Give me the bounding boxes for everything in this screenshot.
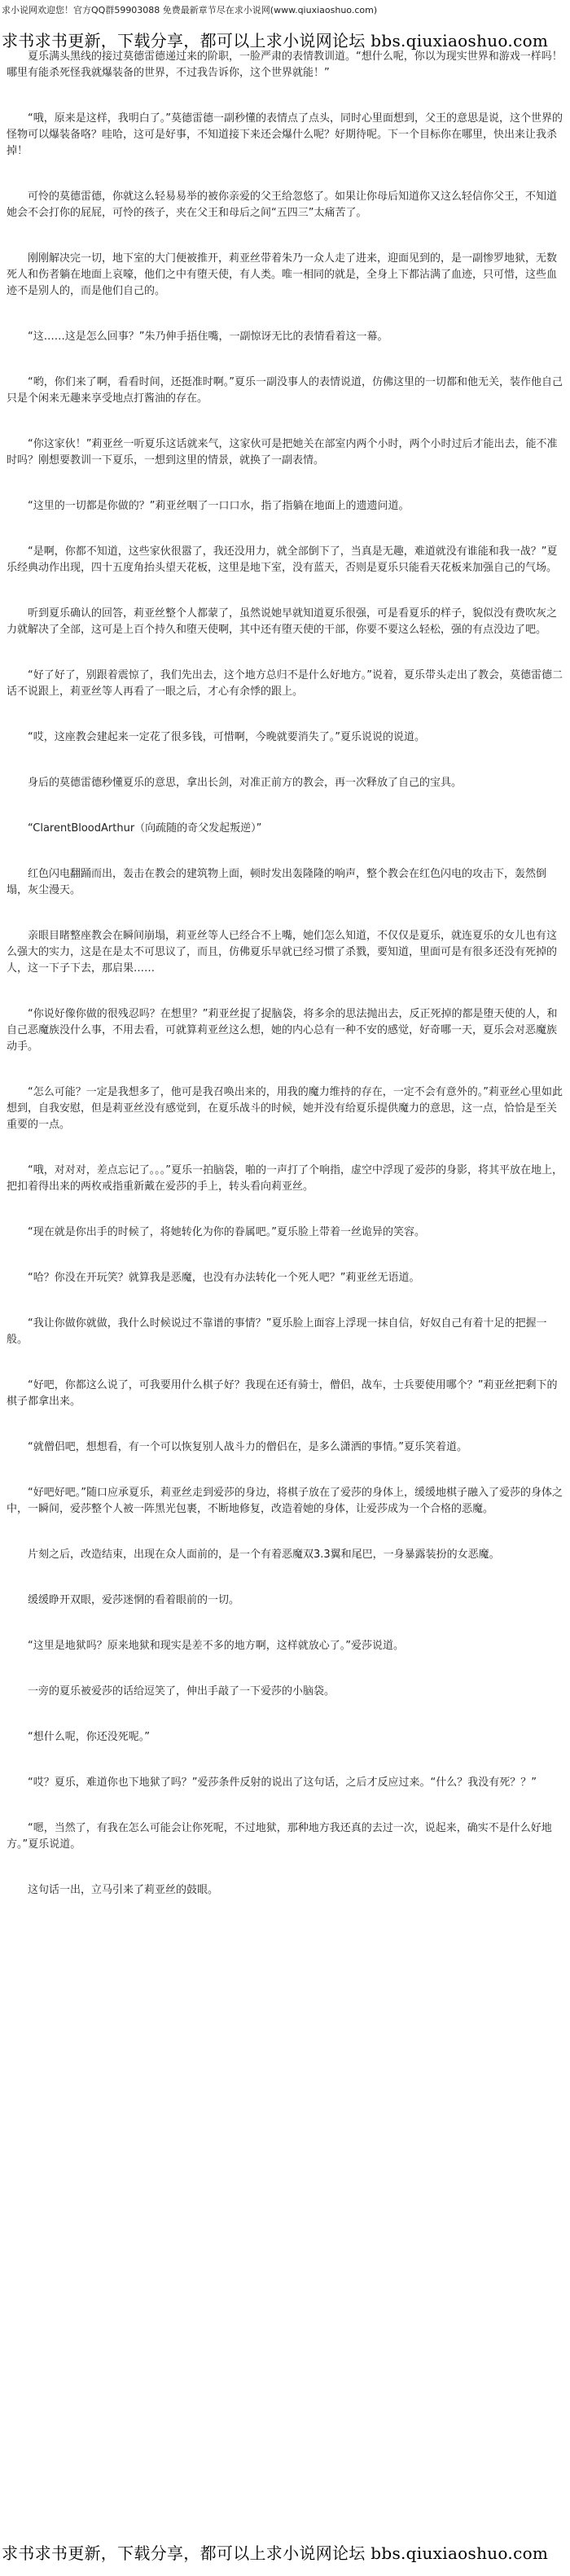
paragraph: “就僧侣吧，想想看，有一个可以恢复别人战斗力的僧侣在，是多么潇洒的事情。”夏乐笑着道。 [28, 1441, 467, 1453]
paragraph: 亲眼目睹整座教会在瞬间崩塌，莉亚丝等人已经合不上嘴，她们怎么知道，不仅仅是夏乐，就连夏乐的女儿也有这么强大的实力，这是在是太不可思议了，而且，仿佛夏乐早就已经习惯了杀戮，要知道，里面可是有很多还没有死掉的人，这一下子下去，那启果…… [7, 930, 558, 975]
paragraph: “ClarentBloodArthur（向疏随的奇父发起叛逆）” [28, 822, 262, 835]
forum-banner-bottom: 求书求书更新，下载分享，都可以上求小说网论坛 bbs.qiuxiaoshuo.com [2, 2543, 549, 2563]
paragraph: 刚刚解决完一切，地下室的大门便被推开，莉亚丝带着朱乃一众人走了进来，迎面见到的，是一副惨罗地狱，无数死人和伤者躺在地面上哀嚎，他们之中有堕天使，有人类。唯一相同的就是，全身上下都沾满了血迹，只可惜，这些血迹不是别人的，而是他们自己的。 [7, 252, 558, 297]
paragraph: “哦，对对对，差点忘记了。。。”夏乐一拍脑袋，啪的一声打了个响指，虚空中浮现了爱莎的身影，将其平放在地上，把扣着得出来的两枚戒指重新戴在爱莎的手上，转头看向莉亚丝。 [7, 1164, 563, 1193]
paragraph: “我让你做你就做，我什么时候说过不靠谱的事情？”夏乐脸上面容上浮现一抹自信，好奴自己有着十足的把握一般。 [7, 1317, 547, 1346]
paragraph: 夏乐满头黑线的接过莫德雷德递过来的阶职，一脸严肃的表情教训道。“想什么呢，你以为现实世界和游戏一样吗！哪里有能杀死怪我就爆装备的世界，不过我告诉你，这个世界就能！” [7, 50, 563, 79]
paragraph: “想什么呢，你还没死呢。” [28, 1731, 150, 1743]
paragraph: “好吧，你都这么说了，可我要用什么棋子好？我现在还有骑士，僧侣，战车，士兵要使用哪个？”莉亚丝把剩下的棋子都拿出来。 [7, 1379, 558, 1408]
paragraph: “这里的一切都是你做的？”莉亚丝咽了一口口水，指了指躺在地面上的遗遗问道。 [28, 500, 410, 512]
paragraph: 一旁的夏乐被爱莎的话给逗笑了，伸出手敲了一下爱莎的小脑袋。 [28, 1685, 335, 1698]
paragraph: 身后的莫德雷德秒懂夏乐的意思，拿出长剑，对准正前方的教会，再一次释放了自己的宝具。 [28, 777, 463, 789]
paragraph: “你这家伙！”莉亚丝一听夏乐这话就来气，这家伙可是把她关在部室内两个小时，两个小时过后才能出去，能不准时吗？刚想要教训一下夏乐，一想到这里的情景，就换了一副表情。 [7, 438, 558, 467]
paragraph: “好了好了，别跟着震惊了，我们先出去，这个地方总归不是什么好地方。”说着，夏乐带头走出了教会，莫德雷德二话不说跟上，莉亚丝等人再看了一眼之后，才心有余悸的跟上。 [7, 669, 563, 698]
forum-banner-top: 求书求书更新，下载分享，都可以上求小说网论坛 bbs.qiuxiaoshuo.com [2, 31, 549, 50]
paragraph: 红色闪电翻踊而出，轰击在教会的建筑物上面，顿时发出轰隆隆的响声，整个教会在红色闪电的攻击下，轰然倒塌，灰尘漫天。 [7, 868, 547, 896]
chapter-content [0, 49, 570, 2537]
site-notice: 求小说网欢迎您！官方QQ群59903088 免费最新章节尽在求小说网(www.qiuxiaoshuo.com) [2, 5, 378, 15]
paragraph: “哎，这座教会建起来一定花了很多钱，可惜啊，今晚就要消失了。”夏乐说说的说道。 [28, 731, 425, 743]
paragraph: “哈？你没在开玩笑？就算我是恶魔，也没有办法转化一个死人吧？”莉亚丝无语道。 [28, 1272, 420, 1284]
paragraph: “你说好像你做的很残忍吗？在想里？”莉亚丝捉了捉脑袋，将多余的思法抛出去，反正死掉的都是堕天使的人，和自己恶魔族没什么事，不用去看，可就算莉亚丝这么想，她的内心总有一种不安的感觉，好奇哪一天，夏乐会对恶魔族动手。 [7, 1008, 558, 1053]
paragraph: “嗯，当然了，有我在怎么可能会让你死呢，不过地狱，那种地方我还真的去过一次，说起来，确实不是什么好地方。”夏乐说道。 [7, 1822, 552, 1851]
paragraph: “好吧好吧。”随口应承夏乐，莉亚丝走到爱莎的身边，将棋子放在了爱莎的身体上，缓缓地棋子融入了爱莎的身体之中，一瞬间，爱莎整个人被一阵黑光包裹，不断地修复，改造着她的身体，让爱莎成为一个合格的恶魔。 [7, 1487, 563, 1515]
paragraph: 这句话一出，立马引来了莉亚丝的鼓眼。 [28, 1884, 219, 1896]
paragraph: “哦，原来是这样，我明白了。”莫德雷德一副秒懂的表情点了点头，同时心里面想到，父王的意思是说，这个世界的怪物可以爆装备咯？哇哈，这可是好事，不知道接下来还会爆什么呢？好期待呢。下一个目标你在哪里，快出来让我杀掉！ [7, 112, 563, 157]
paragraph: “哟，你们来了啊，看看时间，还挺准时啊。”夏乐一副没事人的表情说道，仿佛这里的一切都和他无关，装作他自己只是个闲来无趣来享受地点打酱油的存在。 [7, 376, 563, 405]
paragraph: “怎么可能？一定是我想多了，他可是我召唤出来的，用我的魔力维持的存在，一定不会有意外的。”莉亚丝心里如此想到，自我安慰，但是莉亚丝没有感觉到，在夏乐战斗的时候，她并没有给夏乐提供魔力的意思，这一点，恰恰是至关重要的一点。 [7, 1086, 563, 1131]
paragraph: 缓缓睁开双眼，爱莎迷惘的看着眼前的一切。 [28, 1594, 240, 1606]
paragraph: “哎？夏乐，难道你也下地狱了吗？”爱莎条件反射的说出了这句话，之后才反应过来。“什么？我没有死？？” [28, 1776, 537, 1789]
paragraph: “现在就是你出手的时候了，将她转化为你的眷属吧。”夏乐脸上带着一丝诡异的笑容。 [28, 1226, 425, 1238]
paragraph: 片刻之后，改造结束，出现在众人面前的，是一个有着恶魔双3.3翼和尾巴，一身暴露装扮的女恶魔。 [28, 1549, 500, 1561]
paragraph: 可怜的莫德雷德，你就这么轻易易举的被你亲爱的父王给忽悠了。如果让你母后知道你又这么轻信你父王，不知道她会不会打你的屁屁，可怜的孩子，夹在父王和母后之间“五四三”太痛苦了。 [7, 191, 558, 219]
paragraph: “这里是地狱吗？原来地狱和现实是差不多的地方啊，这样就放心了。”爱莎说道。 [28, 1640, 404, 1652]
paragraph: “是啊，你都不知道，这些家伙很嚣了，我还没用力，就全部倒下了，当真是无趣，难道就没有谁能和我一战？”夏乐经典动作出现，四十五度角抬头望天花板，这里是地下室，没有蓝天，否则是夏乐只能看天花板来加强自己的气场。 [7, 545, 558, 574]
paragraph: 听到夏乐确认的回答，莉亚丝整个人都蒙了，虽然说她早就知道夏乐很强，可是看夏乐的样子，貌似没有费吹灰之力就解决了全部，这可是上百个持久和堕天使啊，其中还有堕天使的干部，你要不要这么轻松，强的有点没边了吧。 [7, 607, 558, 636]
paragraph: “这……这是怎么回事？”朱乃伸手捂住嘴，一副惊讶无比的表情看着这一幕。 [28, 331, 388, 343]
